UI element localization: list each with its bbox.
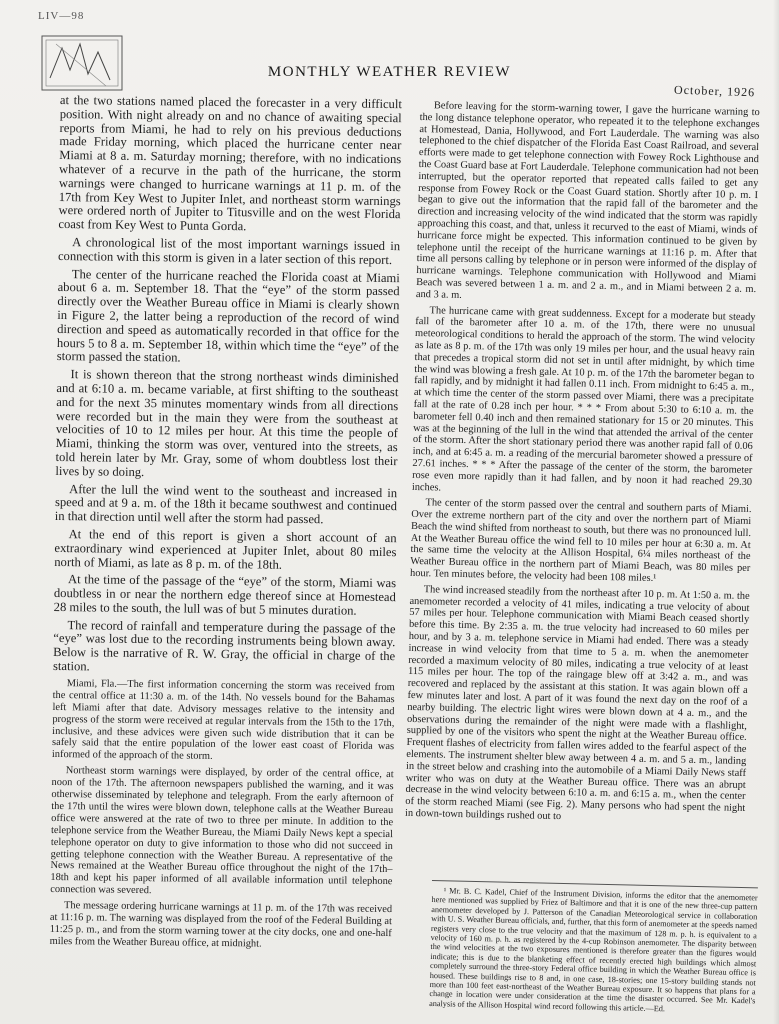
paragraph: The hurricane came with great suddenness. Except for a moderate but steady fall of the barometer after 10 a. m. of the 17th, there were no unusual meteorological conditions to herald the approach of the storm. The wind velocity as late as 8 p. m. of the 17th was only 19 miles per hour, and the usual heavy rain that precedes a tropical storm did not set in until after midnight, by which time the wind was blowing a fresh gale. At 10 p. m. of the 17th the barometer began to fall rapidly, and by midnight it had fallen 0.11 inch. From midnight to 6:45 a. m., at which time the center of the storm passed over Miami, there was a precipitate fall at the rate of 0.28 inch per hour. * * * From about 5:30 to 6:10 a. m. the barometer fell 0.40 inch and then remained stationary for 15 or 20 minutes. This was at the beginning of the lull in the wind that attended the arrival of the center of the storm. After the short stationary period there was another rapid fall of 0.06 inch, and at 6:45 a. m. a reading of the mercurial barometer showed a pressure of 27.61 inches. * * * After the passage of the center of the storm, the barometer rose even more rapidly than it had fallen, and by noon it had reached 29.30 inches. <box>411 304 756 494</box>
footnote <box>429 880 758 1016</box>
right-column <box>405 100 760 831</box>
footnote-text: ¹ Mr. B. C. Kadel, Chief of the Instrument Division, informs the editor that the anemometer here mentioned was supplied by Friez of Baltimore and that it is one of the new three-cup pattern anemometer developed by J. Patterson of the Canadian Meteorological service in collaboration with U. S. Weather Bureau officials, and, further, that this form of anemometer at the speeds named registers very close to the true velocity and that the maximum of 128 m. p. h. is equivalent to a velocity of 160 m. p. h. as registered by the 4-cup Robinson anemometer. The disparity between the wind velocities at the two exposures mentioned is therefore greater than the figures would indicate; this is due to the blanketing effect of recently erected high buildings which almost completely surround the three-story Federal office building in which the Weather Bureau office is housed. These buildings rise to 8 and, in one case, 18-stories; one 15-story building stands not more than 100 feet east-northeast of the Weather Bureau exposure. It so happens that plans for a change in location were under consideration at the time the disaster occurred. See Mr. Kadel's analysis of the Allison Hospital wind record following this article.—Ed. <box>429 886 758 1014</box>
left-column <box>50 94 402 956</box>
paragraph: at the two stations named placed the forecaster in a very difficult position. With night already on and no chance of awaiting special reports from Miami, he had to rely on his previous deductions made Friday morning, which placed the hurricane center near Miami at 8 a. m. Saturday morning; therefore, with no indications whatever of a recurve in the path of the hurricane, the storm warnings were changed to hurricane warnings at 11 p. m. of the 17th from Key West to Jupiter Inlet, and northeast storm warnings were ordered north of Jupiter to Titusville and on the west Florida coast from Key West to Punta Gorda. <box>58 93 402 234</box>
paragraph: Before leaving for the storm-warning tower, I gave the hurricane warning to the long distance telephone operator, who repeated it to the telephone exchanges at Homestead, Dania, Hollywood, and Fort Lauderdale. The warning was also telephoned to the chief dispatcher of the Florida East Coast Railroad, and several efforts were made to get telephone connection with Fowey Rock Lighthouse and the Coast Guard base at Fort Lauderdale. Telephone communication had not been interrupted, but the operator reported that repeated calls failed to get any response from Fowey Rock or the Coast Guard station. Shortly after 10 p. m. I began to give out the information that the rapid fall of the barometer and the direction and increasing velocity of the wind indicated that the storm was rapidly approaching this coast, and that, unless it recurved to the east of Miami, winds of hurricane force might be expected. This information continued to be given by telephone until the receipt of the hurricane warnings at 11:16 p. m. After that time all persons calling by telephone or in person were informed of the display of hurricane warnings. Telephone communication with Hollywood and Miami Beach was severed between 1 a. m. and 2 a. m., and in Miami between 2 a. m. and 3 a. m. <box>415 100 760 301</box>
page-number: LIV—98 <box>38 10 85 22</box>
paragraph: The record of rainfall and temperature during the passage of the “eye” was lost due to the recording instruments being blown away. Below is the narrative of R. W. Gray, the official in charge of the station. <box>52 617 396 674</box>
page-edge-shadow <box>773 0 779 1024</box>
issue-date: October, 1926 <box>673 82 756 100</box>
journal-title: MONTHLY WEATHER REVIEW <box>267 64 512 80</box>
paragraph: At the end of this report is given a short account of an extraordinary wind experienced at Jupiter Inlet, about 80 miles north of Miami, as late as 8 p. m. of the 18th. <box>54 527 397 572</box>
paragraph: A chronological list of the most important warnings issued in connection with this storm is given in a later section of this report. <box>57 235 401 267</box>
paragraph: The center of the storm passed over the central and southern parts of Miami. Over the extreme northern part of the city and over the northern part of Miami Beach the wind shifted from northeast to south, but there was no pronounced lull. At the Weather Bureau office the wind fell to 10 miles per hour at 6:30 a. m. At the same time the velocity at the Allison Hospital, 6¼ miles northeast of the Weather Bureau office in the northern part of Miami Beach, was 80 miles per hour. Ten minutes before, the velocity had been 108 miles.¹ <box>409 497 752 585</box>
narrative-paragraph: Miami, Fla.—The first information concerning the storm was received from the central office at 11:30 a. m. of the 14th. No vessels bound for the Bahamas left Miami after that date. Advisory messages relative to the intensity and progress of the storm were received at regular intervals from the 15th to the 17th, inclusive, and these advices were given such wide distribution that it can be safely said that the entire population of the lower east coast of Florida was informed of the approach of the storm. <box>51 678 395 763</box>
paragraph: After the lull the wind went to the southeast and increased in speed and at 9 a. m. of the 18th it became southwest and continued in that direction until well after the storm had passed. <box>54 481 398 527</box>
narrative-paragraph: Northeast storm warnings were displayed, by order of the central office, at noon of the 17th. The afternoon newspapers published the warning, and it was otherwise disseminated by telephone and telegraph. From the early afternoon of the 17th until the wires were blown down, telephone calls at the Weather Bureau office were answered at the rate of two to three per minute. In addition to the telephone service from the Weather Bureau, the Miami Daily News kept a special telephone operator on duty to give information to those who did not succeed in getting telephone connection with the Weather Bureau. A representative of the News remained at the Weather Bureau office throughout the night of the 17th–18th and kept his paper informed of all available information until telephone connection was severed. <box>50 765 394 897</box>
paragraph: The wind increased steadily from the northeast after 10 p. m. At 1:50 a. m. the anemometer recorded a velocity of 41 miles, indicating a true velocity of about 57 miles per hour. Telephone communication with Miami Beach ceased shortly before this time. By 2:35 a. m. the true velocity had increased to 60 miles per hour, and by 3 a. m. telephone service in Miami had ended. There was a steady increase in wind velocity from that time to 5 a. m. when the anemometer recorded a maximum velocity of 80 miles, indicating a true velocity of at least 115 miles per hour. The top of the raingage blew off at 3:42 a. m., and was recovered and replaced by the assistant at this station. It was again blown off a few minutes later and lost. A part of it was found the next day on the roof of a nearby building. The electric light wires were blown down at 4 a. m., and the observations during the remainder of the night were made with a flashlight, supplied by one of the visitors who spent the night at the Weather Bureau office. Frequent flashes of electricity from fallen wires added to the fearful aspect of the elements. The instrument shelter blew away between 4 a. m. and 5 a. m., landing in the street below and crashing into the automobile of a Miami Daily News staff writer who was on duty at the Weather Bureau office. There was an abrupt decrease in the wind velocity between 6:10 a. m. and 6:15 a. m., when the center of the storm reached Miami (see Fig. 2). Many persons who had spent the night in down-town buildings rushed out to <box>404 584 750 823</box>
stamp-mark <box>36 30 128 96</box>
paragraph: At the time of the passage of the “eye” of the storm, Miami was doubtless in or near the northern edge thereof since at Homestead 28 miles to the south, the lull was of but 5 minutes duration. <box>53 572 397 618</box>
narrative-paragraph: The message ordering hurricane warnings at 11 p. m. of the 17th was received at 11:16 p. m. The warning was displayed from the roof of the Federal Building at 11:25 p. m., and from the storm warning tower at the city docks, one and one-half miles from the Weather Bureau office, at midnight. <box>49 900 393 950</box>
paragraph: It is shown thereon that the strong northeast winds diminished and at 6:10 a. m. became variable, at first shifting to the southeast and for the next 35 minutes momentary winds from all directions were recorded but in the main they were from the southeast at velocities of 10 to 12 miles per hour. At this time the people of Miami, thinking the storm was over, ventured into the streets, as told herein later by Mr. Gray, some of whom doubtless lost their lives by so doing. <box>55 367 399 479</box>
paragraph: The center of the hurricane reached the Florida coast at Miami about 6 a. m. September 18. That the “eye” of the storm passed directly over the Weather Bureau office in Miami is clearly shown in Figure 2, the latter being a reproduction of the record of wind direction and speed as automatically recorded in that office for the hours 5 to 8 a. m. September 18, within which time the “eye” of the storm passed the station. <box>56 266 400 365</box>
